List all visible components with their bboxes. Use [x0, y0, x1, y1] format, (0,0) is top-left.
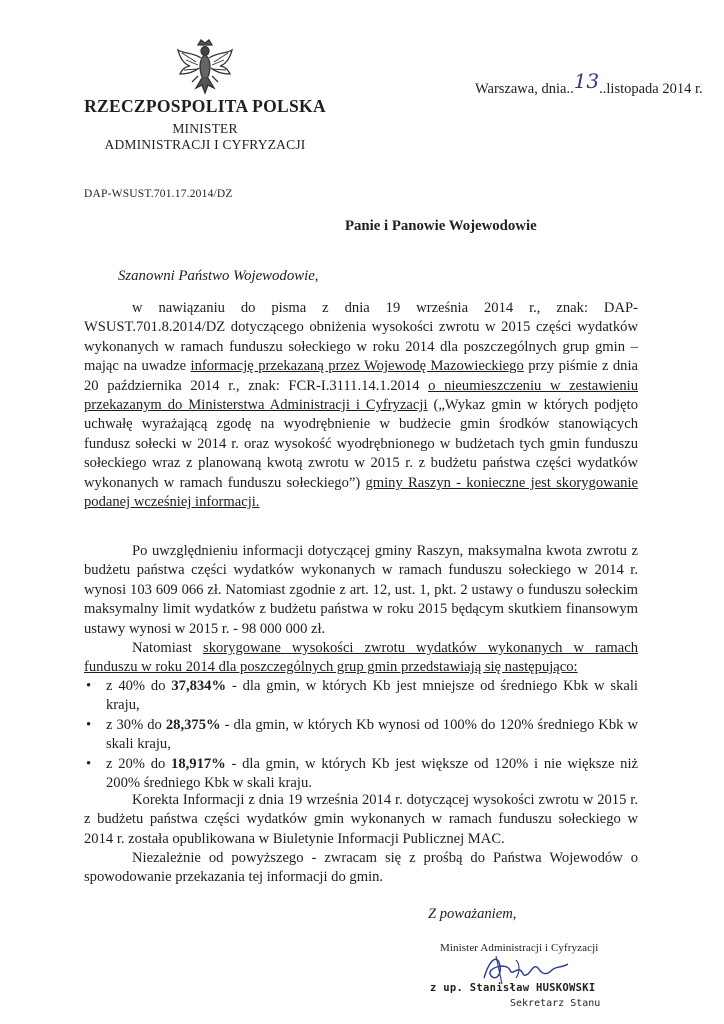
p1-underlined-3: gminy Raszyn - konieczne jest skorygowanie podanej wcześniej informacji. [84, 474, 638, 511]
emblem-eagle-icon [174, 36, 236, 96]
minister-line-1: MINISTER [172, 121, 238, 136]
rate-value: 37,834% [171, 678, 227, 694]
rate-value: 18,917% [171, 755, 226, 772]
salutation: Szanowni Państwo Wojewodowie, [118, 268, 319, 284]
signatory-name: z up. Stanisław HUSKOWSKI [430, 982, 596, 994]
reference-number: DAP-WSUST.701.17.2014/DZ [84, 188, 233, 200]
date-dots-after: .. [599, 81, 607, 97]
minister-line-2: ADMINISTRACJI I CYFRYZACJI [104, 137, 306, 152]
p5-text: Niezależnie od powyższego - zwracam się z prośbą do Państwa Wojewodów o spowodowanie przekazania tej informacji do gmin. [84, 850, 638, 886]
republic-name: RZECZPOSPOLITA POLSKA [84, 96, 326, 116]
date-month-year: listopada 2014 r. [606, 81, 703, 97]
signature-title: Minister Administracji i Cyfryzacji [440, 942, 599, 954]
paragraph-1 [84, 299, 638, 512]
p1-text-1: w nawiązaniu do pisma z dnia 19 września 2014 r., znak: DAP-WSUST.701.8.2014/DZ dotyczącego obniżenia wysokości zwrotu w 2015 części wydatków wykonanych w ramach funduszu sołeckiego w roku 2014 dla poszczególnych grup gmin – mając na uwadze [84, 300, 638, 375]
list-item: • z 20% do 18,917% - dla gmin, w których Kb jest większe od 120% i nie większe niż 200% średniego Kbk w skali kraju. [84, 755, 638, 794]
p3-text-1: Natomiast [132, 640, 204, 656]
list-item: • z 30% do 28,375% - dla gmin, w których Kb wynosi od 100% do 120% średniego Kbk w skali kraju, [84, 716, 638, 755]
paragraph-4 [84, 791, 638, 849]
p1-text-2: przy piśmie z dnia 20 października 2014 r., znak: FCR-I.3111.14.1.2014 [84, 358, 639, 394]
p3-underlined-1: skorygowane wysokości zwrotu wydatków wykonanych w ramach funduszu w roku 2014 dla poszczególnych grup gmin przedstawiają się następująco: [84, 640, 638, 676]
p4-text: Korekta Informacji z dnia 19 września 2014 r. dotyczącej wysokości zwrotu w 2015 r. z budżetu państwa części wydatków gmin wykonanych w ramach funduszu sołeckiego w 2014 r. została opublikowana w Biuletynie Informacji Publicznej MAC. [84, 792, 638, 847]
date-dots-before: .. [566, 81, 574, 97]
list-item: • z 40% do 37,834% - dla gmin, w których Kb jest mniejsze od średniego Kbk w skali kraju, [84, 677, 638, 716]
p2-text: Po uwzględnieniu informacji dotyczącej gminy Raszyn, maksymalna kwota zwrotu z budżetu państwa części wydatków wykonanych w ramach funduszu sołeckiego w 2014 r. wynosi 103 609 066 zł. Natomiast zgodnie z art. 12, ust. 1, pkt. 2 ustawy o funduszu sołeckim maksymalny limit wydatków z budżetu państwa w roku 2015 będącym skutkiem finansowym ustawy wynosi w 2015 r. - 98 000 000 zł. [84, 543, 638, 637]
date-day-handwritten: 13 [573, 69, 600, 93]
date-prefix: Warszawa, dnia [475, 81, 567, 97]
p1-underlined-2: o nieumieszczeniu w zestawieniu przekazanym do Ministerstwa Administracji i Cyfryzacji [84, 377, 638, 414]
letterhead [60, 96, 350, 153]
addressee: Panie i Panowie Wojewodowie [345, 218, 537, 234]
closing: Z poważaniem, [428, 906, 517, 922]
paragraph-5 [84, 849, 638, 888]
date-line [475, 69, 703, 98]
paragraph-3 [84, 639, 638, 678]
rate-value: 28,375% [165, 716, 221, 733]
p1-underlined-1: informację przekazaną przez Wojewodę Mazowieckiego [190, 358, 524, 375]
signatory-role: Sekretarz Stanu [510, 998, 601, 1009]
rates-list [84, 677, 638, 793]
p1-text-3: („Wykaz gmin w których podjęto uchwałę wyrażającą zgodę na wyodrębnienie w budżecie gmin środków stanowiących fundusz sołecki w 2014 r. oraz wysokość wyodrębnionego w budżetach tych gmin funduszu sołeckiego wraz z planowaną kwotą zwrotu w 2015 r. z budżetu państwa części wydatków wykonanych w ramach funduszu sołeckiego”) [84, 397, 638, 491]
paragraph-2 [84, 542, 638, 639]
